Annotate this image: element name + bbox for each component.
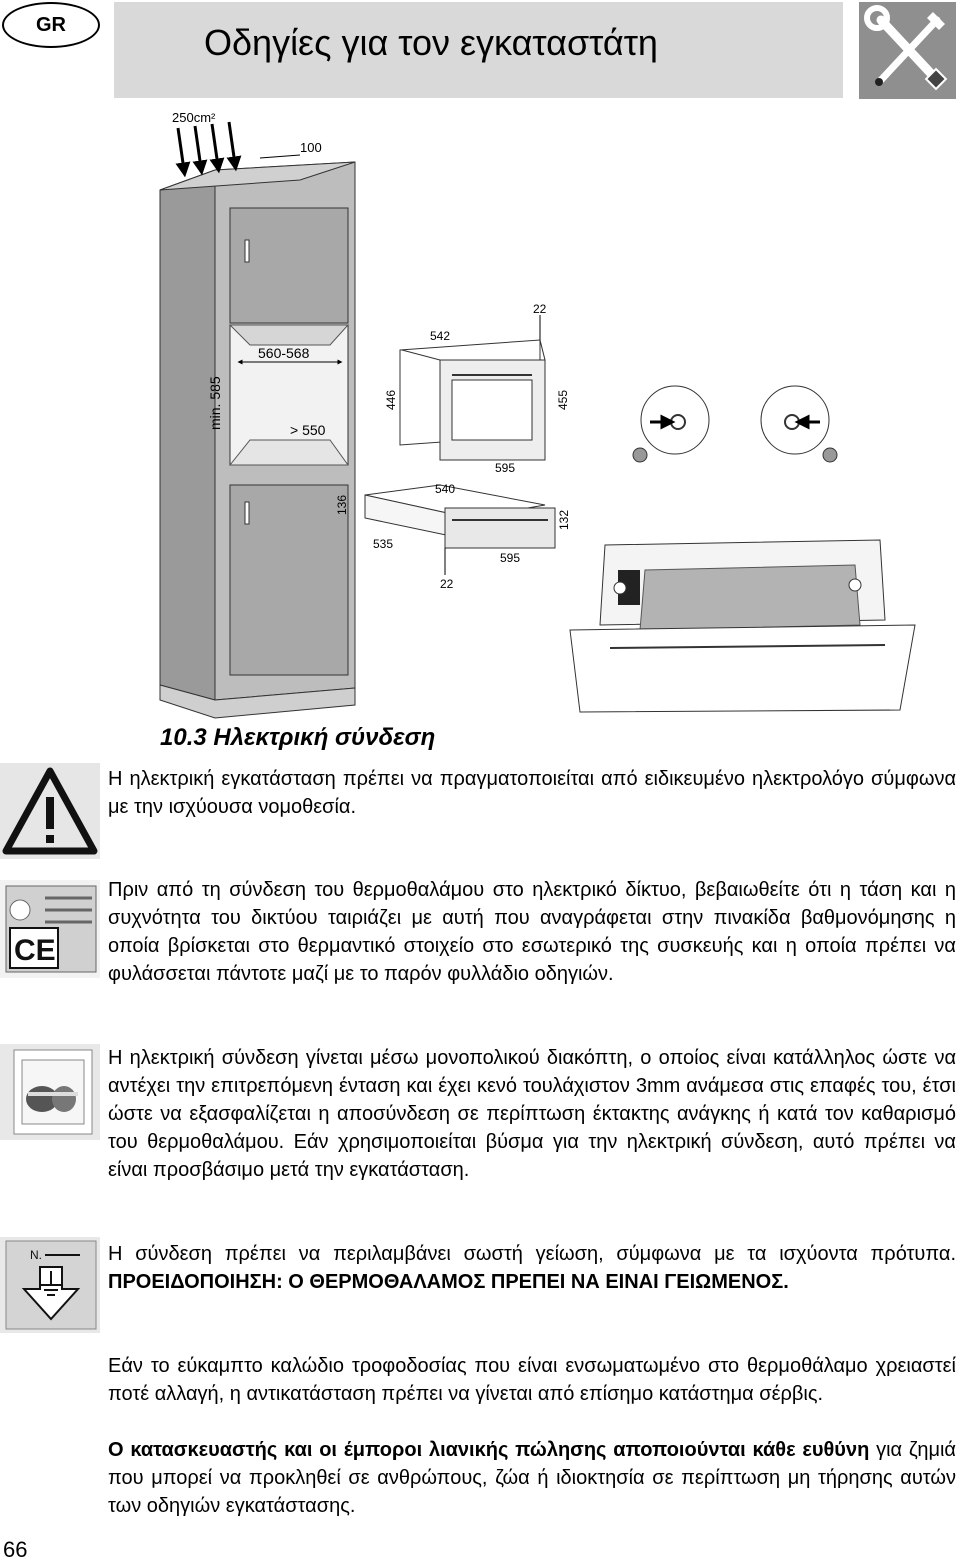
oven-front-label: 22 <box>533 302 547 316</box>
drawer-front-height-label: 132 <box>557 509 571 530</box>
paragraph-voltage-check: Πριν από τη σύνδεση του θερμοθαλάμου στο ηλεκτρικό δίκτυο, βεβαιωθείτε ότι η τάση και η συχνότητα του δικτύου ταιριάζει με αυτή που αναγράφεται στην πινακίδα βαθμονόμησης η οποία βρίσκεται στο θερμαντικό στοιχείο στο εσωτερικό της συσκευής και η οποία πρέπει να φυλάσσεται πάντοτε μαζί με το παρόν φυλλάδιο οδηγιών. <box>108 879 956 985</box>
top-gap-label: 100 <box>300 140 322 155</box>
open-drawer-drawing <box>570 540 915 712</box>
wrench-screwdriver-icon <box>859 2 956 99</box>
niche-width-label: 560-568 <box>258 345 310 361</box>
paragraph-qualified-electrician: Η ηλεκτρική εγκατάσταση πρέπει να πραγματοποιείται από ειδικευμένο ηλεκτρολόγο σύμφωνα με την ισχύουσα νομοθεσία. <box>108 768 956 818</box>
paragraph-liability <box>108 1436 956 1520</box>
language-code: GR <box>36 13 66 36</box>
niche-height-label: min. 585 <box>207 376 223 430</box>
liability-text: για ζημιά που μπορεί να προκληθεί σε ανθρώπους, ζώα ή ιδιοκτησία σε περίπτωση μη τήρησης αυτών των οδηγιών εγκατάστασης. <box>108 1439 956 1517</box>
paragraph-switch: Η ηλεκτρική σύνδεση γίνεται μέσω μονοπολικού διακόπτη, ο οποίος είναι κατάλληλος ώστε να αντέχει την επιτρεπόμενη ένταση και έχει κενό τουλάχιστον 3mm ανάμεσα στις επαφές του, έτσι ώστε να εξασφαλίζεται η αποσύνδεση σε περίπτωση έκτακτης ανάγκης ή κατά τον καθαρισμό του θερμοθαλάμου. Εάν χρησιμοποιείται βύσμα για την ηλεκτρική σύνδεση, αυτό πρέπει να είναι προσβάσιμο μετά την εγκατάσταση. <box>108 1047 956 1181</box>
paragraph-grounding <box>108 1240 956 1296</box>
tall-cabinet <box>160 162 355 718</box>
grounding-text: Η σύνδεση πρέπει να περιλαμβάνει σωστή γείωση, σύμφωνα με τα ισχύοντα πρότυπα. <box>108 1243 956 1265</box>
ground-plate-icon <box>0 1237 100 1333</box>
drawer-depth-label: 535 <box>373 537 394 551</box>
vent-arrows <box>178 122 235 170</box>
warning-triangle-icon <box>0 763 100 859</box>
grounding-warning: ΠΡΟΕΙΔΟΠΟΙΗΣΗ: Ο ΘΕΡΜΟΘΑΛΑΜΟΣ ΠΡΕΠΕΙ ΝΑ ΕΙΝΑΙ ΓΕΙΩΜΕΝΟΣ. <box>108 1271 789 1293</box>
screw-detail-right <box>761 386 837 462</box>
ground-plate-label: N. <box>30 1248 42 1262</box>
oven-drawing <box>400 340 545 460</box>
oven-height-label: 446 <box>384 389 398 410</box>
niche-depth-label: > 550 <box>290 422 326 438</box>
drawer-height-label: 136 <box>335 494 349 515</box>
ce-rating-plate-icon <box>0 880 100 978</box>
language-badge <box>2 2 100 48</box>
paragraph-cable-replacement: Εάν το εύκαμπτο καλώδιο τροφοδοσίας που είναι ενσωματωμένο στο θερμοθάλαμο χρειαστεί ποτέ αλλαγή, η αντικατάσταση πρέπει να γίνεται από επίσημο κατάστημα σέρβις. <box>108 1355 956 1405</box>
page-number: 66 <box>3 1537 28 1562</box>
drawer-drawing <box>365 485 555 548</box>
ce-mark: CE <box>14 934 56 967</box>
installation-diagram <box>140 100 940 720</box>
page-title: Οδηγίες για τον εγκαταστάτη <box>204 22 658 63</box>
screw-detail-left <box>633 386 709 462</box>
switch-icon <box>0 1044 100 1140</box>
oven-depth-label: 595 <box>495 461 516 475</box>
oven-width-label: 542 <box>430 329 451 343</box>
liability-bold: Ο κατασκευαστής και οι έμποροι λιανικής πώλησης αποποιούνται κάθε ευθύνη <box>108 1439 870 1461</box>
vent-area-label: 250cm² <box>172 110 216 125</box>
drawer-front-label: 22 <box>440 577 454 591</box>
drawer-depth-front-label: 595 <box>500 551 521 565</box>
oven-total-height-label: 455 <box>556 389 570 410</box>
section-heading: 10.3 Ηλεκτρική σύνδεση <box>160 724 436 751</box>
drawer-width-label: 540 <box>435 482 456 496</box>
